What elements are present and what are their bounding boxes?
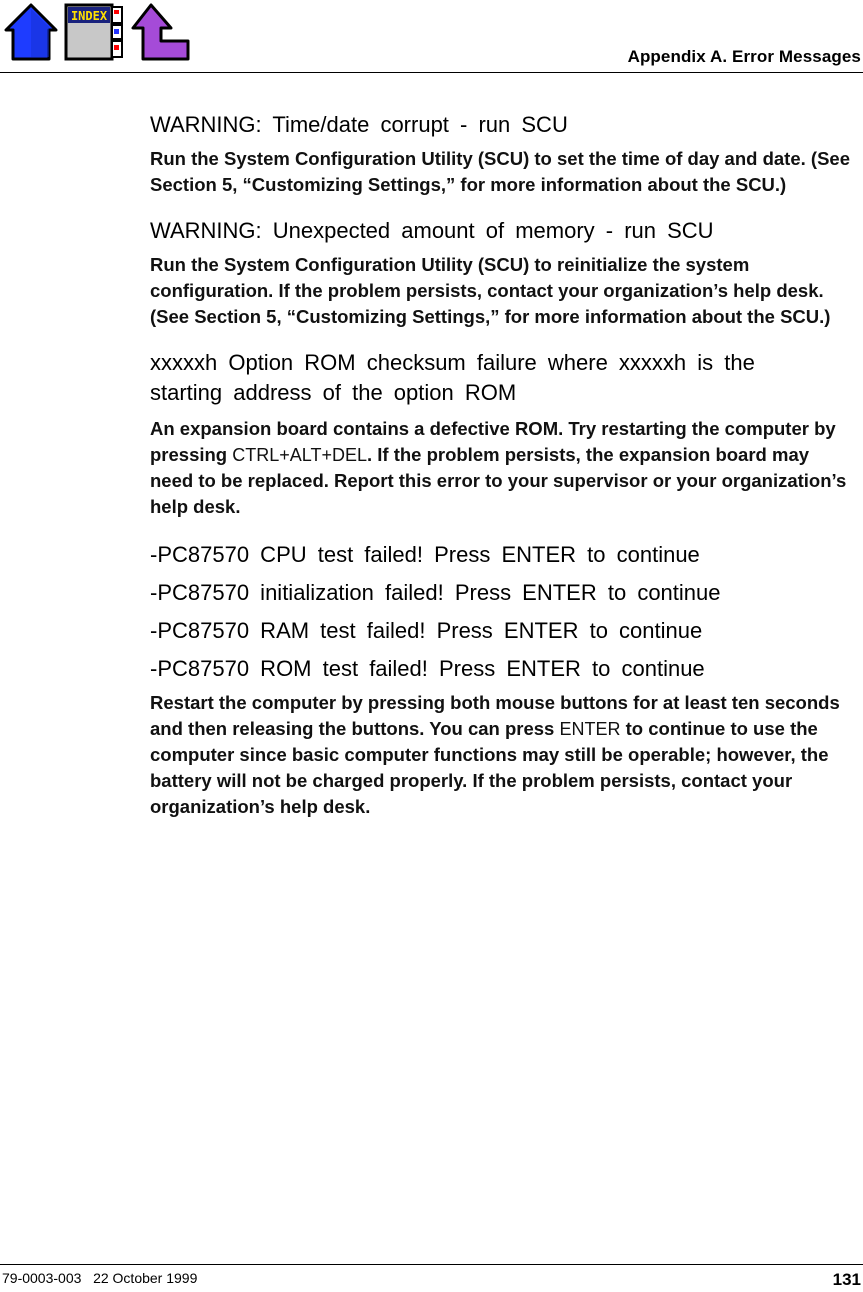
description-text: . If the problem persists, the expansion board may need to be replaced. Report this error to your supervisor or your organization’s help desk. [150, 444, 847, 517]
page-content [150, 110, 850, 820]
error-heading: -PC87570 ROM test failed! Press ENTER to continue [150, 656, 705, 681]
error-heading: -PC87570 CPU test failed! Press ENTER to continue [150, 542, 700, 567]
error-description [150, 690, 850, 820]
page-number: 131 [832, 1270, 861, 1289]
page-header-title: Appendix A. Error Messages [627, 47, 861, 66]
error-heading: -PC87570 RAM test failed! Press ENTER to continue [150, 618, 703, 643]
doc-id: 79-0003-003 [2, 1270, 82, 1286]
index-icon[interactable] [64, 3, 126, 61]
doc-date: 22 October 1999 [93, 1270, 198, 1286]
home-icon[interactable] [3, 3, 59, 61]
index-icon-label: INDEX [70, 9, 108, 23]
error-heading: WARNING: Unexpected amount of memory - run SCU [150, 218, 714, 243]
header-divider [0, 72, 863, 73]
error-description: Run the System Configuration Utility (SCU) to reinitialize the system configuration. If the problem persists, contact your organization’s help desk. (See Section 5, “Customizing Settings,” for more information about the SCU.) [150, 254, 831, 327]
footer-divider [0, 1264, 863, 1265]
error-description: Run the System Configuration Utility (SCU) to set the time of day and date. (See Section 5, “Customizing Settings,” for more information about the SCU.) [150, 148, 850, 195]
description-text: Restart the computer by pressing both mouse buttons for at least ten seconds and then releasing the buttons. You can press [150, 692, 840, 739]
description-text: An expansion board contains a defective ROM. Try restarting the computer by pressing [150, 418, 836, 465]
footer-doc-info [2, 1270, 197, 1286]
error-heading: WARNING: Time/date corrupt - run SCU [150, 112, 568, 137]
error-description [150, 416, 850, 520]
key-combination: CTRL+ALT+DEL [232, 445, 367, 465]
error-heading: xxxxxh Option ROM checksum failure where xxxxxh is the starting address of the option ROM [150, 350, 755, 405]
description-text: to continue to use the computer since basic computer functions may still be operable; however, the battery will not be charged properly. If the problem persists, contact your organization’s help desk. [150, 718, 829, 817]
error-heading: -PC87570 initialization failed! Press ENTER to continue [150, 580, 721, 605]
key-name: ENTER [559, 719, 621, 739]
up-arrow-icon[interactable] [131, 3, 191, 61]
